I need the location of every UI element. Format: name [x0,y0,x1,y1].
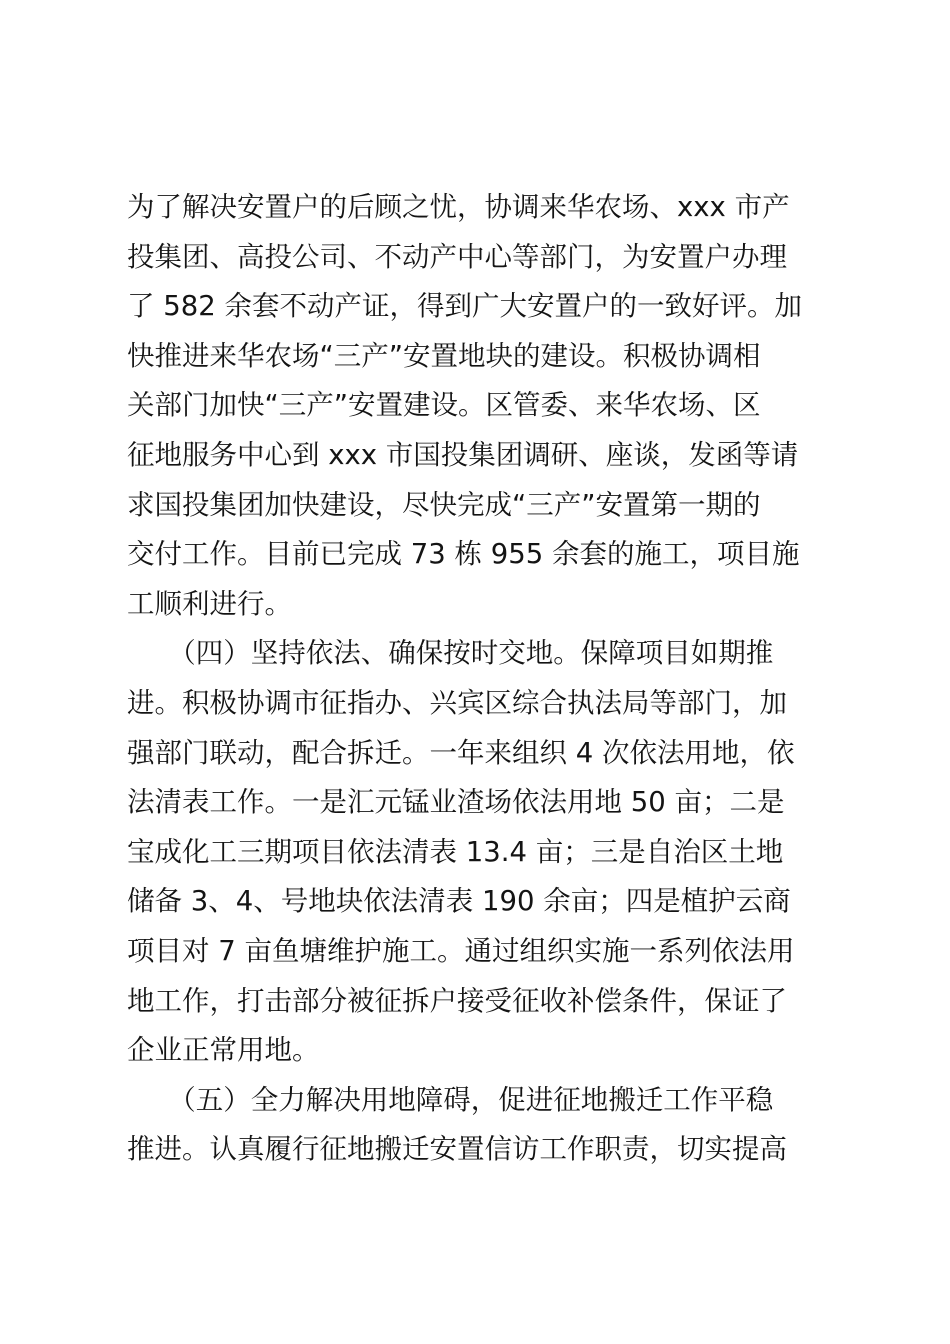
text-line: 宝成化工三期项目依法清表 13.4 亩；三是自治区土地 [127,835,784,868]
text-line: 征地服务中心到 xxx 市国投集团调研、座谈，发函等请 [127,438,799,471]
text-line: 进。积极协调市征指办、兴宾区综合执法局等部门，加 [127,686,787,719]
text-line: 法清表工作。一是汇元锰业渣场依法用地 50 亩；二是 [127,786,785,819]
text-line: 推进。认真履行征地搬迁安置信访工作职责，切实提高 [127,1133,787,1166]
text-line: 快推进来华农场“三产”安置地块的建设。积极协调相 [127,339,761,372]
text-line: 工顺利进行。 [127,587,292,620]
text-line: 企业正常用地。 [127,1034,320,1067]
text-line: 项目对 7 亩鱼塘维护施工。通过组织实施一系列依法用 [127,934,795,967]
text-line: 投集团、高投公司、不动产中心等部门，为安置户办理 [127,240,787,273]
paragraph-heading-line: （四）坚持依法、确保按时交地。保障项目如期推 [127,637,774,670]
text-line: 了 582 余套不动产证，得到广大安置户的一致好评。加 [127,290,802,323]
text-line: 储备 3、4、号地块依法清表 190 余亩；四是植护云商 [127,885,791,918]
text-line: 求国投集团加快建设，尽快完成“三产”安置第一期的 [127,488,761,521]
text-line: 关部门加快“三产”安置建设。区管委、来华农场、区 [127,389,761,422]
text-line: 地工作，打击部分被征拆户接受征收补偿条件，保证了 [127,984,787,1017]
paragraph-heading-line: （五）全力解决用地障碍，促进征地搬迁工作平稳 [127,1083,774,1116]
body-text [127,183,833,1175]
text-line: 强部门联动，配合拆迁。一年来组织 4 次依法用地，依 [127,736,795,769]
text-line: 交付工作。目前已完成 73 栋 955 余套的施工，项目施 [127,538,800,571]
text-line: 为了解决安置户的后顾之忧，协调来华农场、xxx 市产 [127,191,790,223]
